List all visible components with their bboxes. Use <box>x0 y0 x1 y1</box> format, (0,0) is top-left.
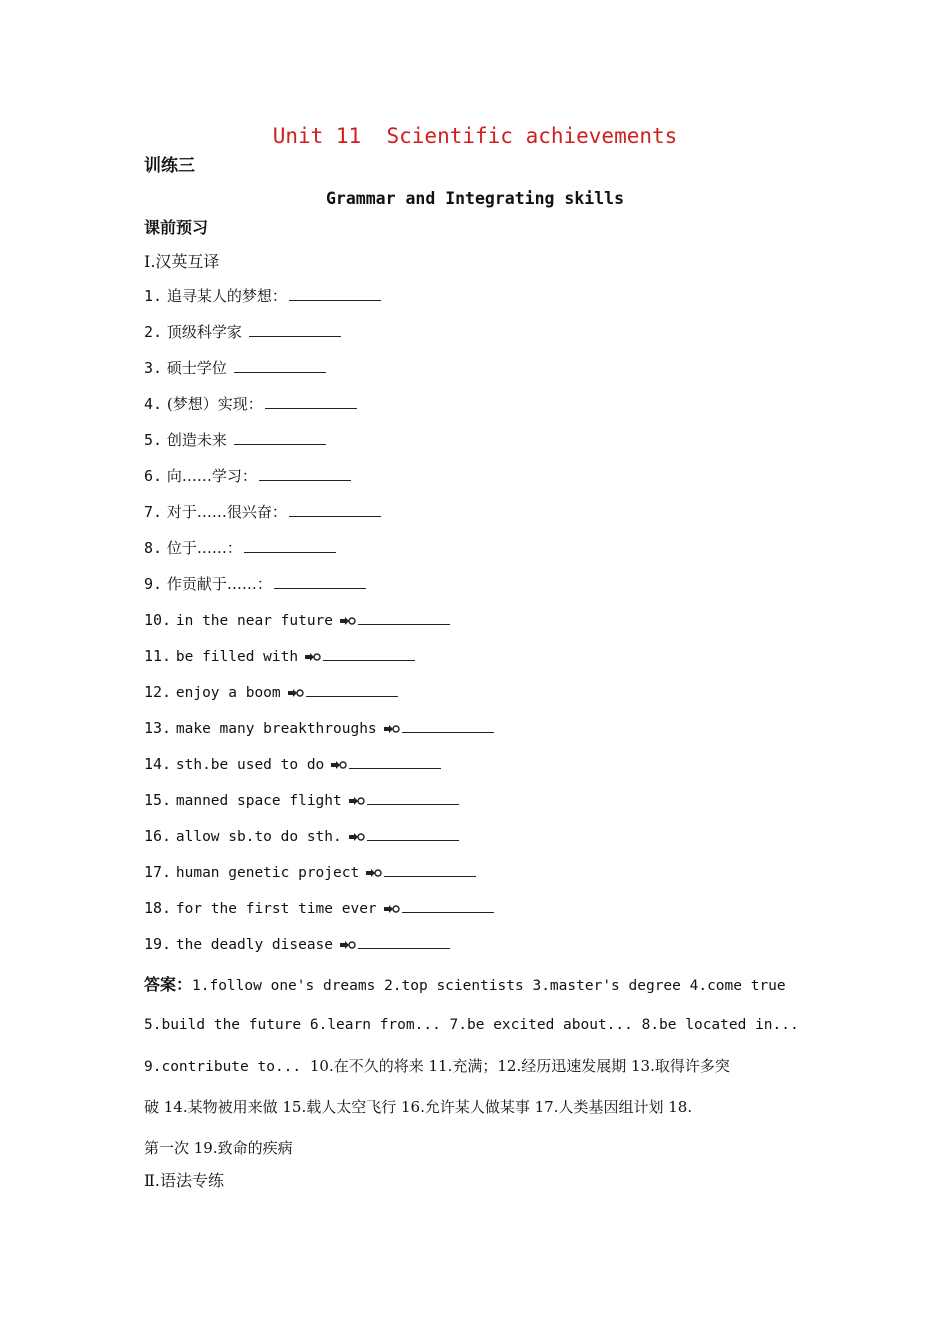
answer-blank[interactable] <box>402 717 494 733</box>
answer-block <box>144 964 814 1169</box>
answer-blank[interactable] <box>289 285 381 301</box>
item-text: 位于……： <box>166 539 242 557</box>
pointer-icon <box>287 688 304 698</box>
item-number: 1. <box>144 287 163 305</box>
answer-blank[interactable] <box>249 321 341 337</box>
item-number: 12. <box>144 683 172 701</box>
list-item <box>144 572 824 608</box>
item-text: 对于……很兴奋： <box>166 503 287 521</box>
answer-line-1 <box>144 964 814 1005</box>
section-translation-heading: Ⅰ.汉英互译 <box>144 252 220 271</box>
item-text: human genetic project <box>175 865 360 881</box>
item-number: 2. <box>144 323 163 341</box>
list-item <box>144 860 824 896</box>
item-text: (梦想）实现： <box>166 395 263 413</box>
unit-title: Unit 11 Scientific achievements <box>272 124 678 148</box>
answer-blank[interactable] <box>234 357 326 373</box>
answer-blank[interactable] <box>289 501 381 517</box>
answer-text: 9.contribute to... <box>144 1059 310 1075</box>
answer-blank[interactable] <box>384 861 476 877</box>
list-item <box>144 392 824 428</box>
item-number: 18. <box>144 899 172 917</box>
item-text: 作贡献于……： <box>166 575 272 593</box>
item-number: 9. <box>144 575 163 593</box>
answer-blank[interactable] <box>274 573 366 589</box>
list-item <box>144 644 824 680</box>
list-item <box>144 464 824 500</box>
list-item <box>144 680 824 716</box>
item-text: manned space flight <box>175 793 342 809</box>
item-text: for the first time ever <box>175 901 377 917</box>
answer-line-4: 破 14.某物被用来做 15.载人太空飞行 16.允许某人做某事 17.人类基因组计划 18. <box>144 1098 693 1116</box>
pointer-icon <box>383 904 400 914</box>
item-text: enjoy a boom <box>175 685 281 701</box>
item-number: 6. <box>144 467 163 485</box>
item-number: 10. <box>144 611 172 629</box>
answer-line-3 <box>144 1046 814 1087</box>
preview-heading: 课前预习 <box>144 218 209 237</box>
answer-blank[interactable] <box>306 681 398 697</box>
pointer-icon <box>339 940 356 950</box>
answer-text: 10.在不久的将来 11.充满；12.经历迅速发展期 13.取得许多突 <box>309 1057 730 1075</box>
item-number: 4. <box>144 395 163 413</box>
list-item <box>144 896 824 932</box>
item-text: 顶级科学家 <box>166 323 247 341</box>
answer-text: 1.follow one's dreams 2.top scientists 3.master's degree 4.come true <box>192 978 786 994</box>
item-number: 13. <box>144 719 172 737</box>
list-item <box>144 320 824 356</box>
item-number: 14. <box>144 755 172 773</box>
pointer-icon <box>348 832 365 842</box>
answer-blank[interactable] <box>265 393 357 409</box>
item-text: make many breakthroughs <box>175 721 377 737</box>
item-number: 8. <box>144 539 163 557</box>
item-text: allow sb.to do sth. <box>175 829 342 845</box>
answer-blank[interactable] <box>234 429 326 445</box>
pointer-icon <box>339 616 356 626</box>
item-text: 创造未来 <box>166 431 232 449</box>
list-item <box>144 824 824 860</box>
item-text: 向……学习： <box>166 467 257 485</box>
list-item <box>144 500 824 536</box>
list-item <box>144 356 824 392</box>
pointer-icon <box>383 724 400 734</box>
section-grammar-heading: Ⅱ.语法专练 <box>144 1171 224 1190</box>
item-number: 5. <box>144 431 163 449</box>
list-item <box>144 284 824 320</box>
pointer-icon <box>330 760 347 770</box>
item-number: 16. <box>144 827 172 845</box>
answer-blank[interactable] <box>402 897 494 913</box>
item-number: 15. <box>144 791 172 809</box>
pointer-icon <box>348 796 365 806</box>
item-text: 硕士学位 <box>166 359 232 377</box>
list-item <box>144 752 824 788</box>
translation-list <box>144 284 824 968</box>
answer-line-5: 第一次 19.致命的疾病 <box>144 1139 293 1157</box>
answer-label: 答案： <box>144 975 193 994</box>
training-heading: 训练三 <box>144 156 195 176</box>
list-item <box>144 428 824 464</box>
answer-blank[interactable] <box>358 933 450 949</box>
list-item <box>144 716 824 752</box>
item-number: 19. <box>144 935 172 953</box>
answer-blank[interactable] <box>259 465 351 481</box>
item-text: the deadly disease <box>175 937 334 953</box>
list-item <box>144 788 824 824</box>
answer-blank[interactable] <box>244 537 336 553</box>
list-item <box>144 932 824 968</box>
section-subtitle: Grammar and Integrating skills <box>325 189 624 208</box>
item-text: sth.be used to do <box>175 757 325 773</box>
pointer-icon <box>365 868 382 878</box>
answer-blank[interactable] <box>367 789 459 805</box>
item-text: in the near future <box>175 613 334 629</box>
item-text: 追寻某人的梦想： <box>166 287 287 305</box>
item-number: 11. <box>144 647 172 665</box>
list-item <box>144 608 824 644</box>
list-item <box>144 536 824 572</box>
answer-line-2: 5.build the future 6.learn from... 7.be excited about... 8.be located in... <box>144 1017 799 1033</box>
answer-blank[interactable] <box>367 825 459 841</box>
item-number: 17. <box>144 863 172 881</box>
item-text: be filled with <box>175 649 299 665</box>
item-number: 3. <box>144 359 163 377</box>
answer-blank[interactable] <box>323 645 415 661</box>
pointer-icon <box>304 652 321 662</box>
answer-blank[interactable] <box>358 609 450 625</box>
item-number: 7. <box>144 503 163 521</box>
answer-blank[interactable] <box>349 753 441 769</box>
